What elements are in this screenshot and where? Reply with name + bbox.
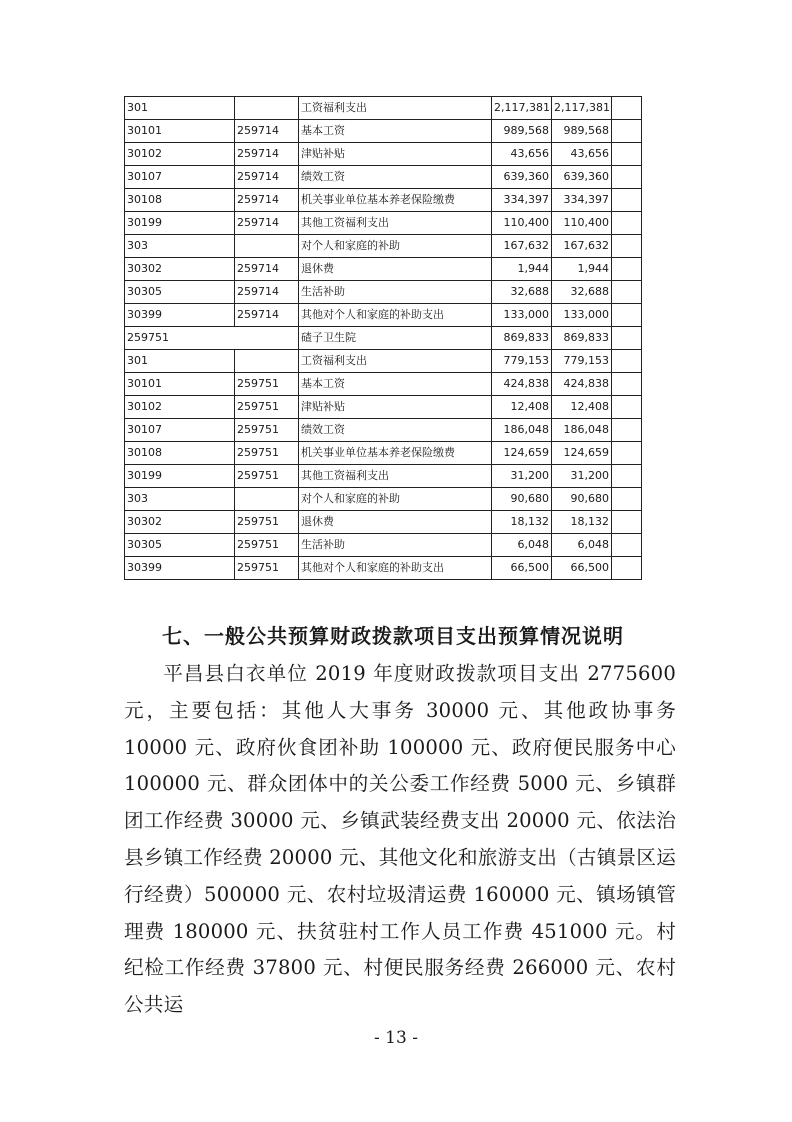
cell-amount-basic: 6,048 (552, 534, 612, 557)
cell-amount-total: 186,048 (492, 419, 552, 442)
cell-amount-total: 1,944 (492, 258, 552, 281)
cell-name: 绩效工资 (299, 166, 492, 189)
table-row (125, 442, 642, 465)
cell-unit: 259714 (235, 281, 299, 304)
table-row (125, 143, 642, 166)
cell-unit: 259714 (235, 120, 299, 143)
cell-name: 对个人和家庭的补助 (299, 235, 492, 258)
cell-code: 30101 (125, 120, 235, 143)
cell-name: 对个人和家庭的补助 (299, 488, 492, 511)
cell-amount-total: 31,200 (492, 465, 552, 488)
table-row (125, 396, 642, 419)
cell-unit: 259714 (235, 212, 299, 235)
cell-name: 碴子卫生院 (299, 327, 492, 350)
cell-unit: 259714 (235, 143, 299, 166)
cell-code: 30399 (125, 557, 235, 580)
cell-amount-basic: 31,200 (552, 465, 612, 488)
table-body (125, 97, 642, 580)
cell-amount-basic: 66,500 (552, 557, 612, 580)
table-row (125, 465, 642, 488)
cell-code: 30199 (125, 212, 235, 235)
cell-amount-basic: 110,400 (552, 212, 612, 235)
cell-amount-basic: 639,360 (552, 166, 612, 189)
cell-empty (612, 465, 642, 488)
cell-code: 301 (125, 350, 235, 373)
cell-amount-basic: 2,117,381 (552, 97, 612, 120)
cell-empty (612, 143, 642, 166)
cell-name: 津贴补贴 (299, 396, 492, 419)
cell-amount-total: 869,833 (492, 327, 552, 350)
table-row (125, 235, 642, 258)
cell-amount-total: 12,408 (492, 396, 552, 419)
budget-table (124, 96, 642, 580)
cell-name: 机关事业单位基本养老保险缴费 (299, 189, 492, 212)
cell-code: 30302 (125, 511, 235, 534)
cell-name: 基本工资 (299, 373, 492, 396)
cell-amount-basic: 989,568 (552, 120, 612, 143)
cell-amount-total: 124,659 (492, 442, 552, 465)
cell-unit (235, 350, 299, 373)
cell-unit: 259714 (235, 304, 299, 327)
cell-empty (612, 189, 642, 212)
table-row (125, 327, 642, 350)
cell-code: 30199 (125, 465, 235, 488)
body-paragraph: 平昌县白衣单位 2019 年度财政拨款项目支出 2775600 元，主要包括：其他人大事务 30000 元、其他政协事务 10000 元、政府伙食团补助 100000 元、政府便民服务中心 100000 元、群众团体中的关公委工作经费 5000 元、乡镇群团工作经费 30000 元、乡镇武装经费支出 20000 元、依法治县乡镇工作经费 20000 元、其他文化和旅游支出（古镇景区运行经费）500000 元、农村垃圾清运费 160000 元、镇场镇管理费 180000 元、扶贫驻村工作人员工作费 451000 元。村纪检工作经费 37800 元、村便民服务经费 266000 元、农村公共运 (124, 662, 676, 1017)
table-row (125, 120, 642, 143)
cell-empty (612, 281, 642, 304)
cell-amount-basic: 18,132 (552, 511, 612, 534)
cell-empty (612, 373, 642, 396)
cell-empty (612, 396, 642, 419)
cell-amount-total: 18,132 (492, 511, 552, 534)
section-heading: 七、一般公共预算财政拨款项目支出预算情况说明 (162, 624, 624, 648)
cell-code: 259751 (125, 327, 299, 350)
cell-code: 30302 (125, 258, 235, 281)
cell-amount-total: 2,117,381 (492, 97, 552, 120)
table-row (125, 557, 642, 580)
cell-empty (612, 488, 642, 511)
cell-name: 其他对个人和家庭的补助支出 (299, 304, 492, 327)
cell-unit: 259751 (235, 419, 299, 442)
cell-unit: 259751 (235, 511, 299, 534)
table-row (125, 373, 642, 396)
cell-name: 津贴补贴 (299, 143, 492, 166)
table-row (125, 258, 642, 281)
table-row (125, 419, 642, 442)
cell-code: 30107 (125, 166, 235, 189)
cell-amount-total: 66,500 (492, 557, 552, 580)
cell-amount-basic: 424,838 (552, 373, 612, 396)
cell-amount-basic: 90,680 (552, 488, 612, 511)
table-row (125, 189, 642, 212)
cell-amount-basic: 186,048 (552, 419, 612, 442)
cell-empty (612, 212, 642, 235)
table-row (125, 304, 642, 327)
cell-amount-total: 989,568 (492, 120, 552, 143)
cell-code: 30108 (125, 189, 235, 212)
cell-amount-basic: 133,000 (552, 304, 612, 327)
cell-code: 30101 (125, 373, 235, 396)
cell-unit: 259751 (235, 465, 299, 488)
cell-code: 30108 (125, 442, 235, 465)
table-row (125, 511, 642, 534)
cell-unit: 259751 (235, 373, 299, 396)
cell-unit (235, 235, 299, 258)
cell-name: 工资福利支出 (299, 350, 492, 373)
cell-unit: 259751 (235, 557, 299, 580)
cell-amount-total: 639,360 (492, 166, 552, 189)
cell-code: 303 (125, 488, 235, 511)
cell-amount-total: 779,153 (492, 350, 552, 373)
cell-code: 30102 (125, 396, 235, 419)
cell-name: 生活补助 (299, 281, 492, 304)
cell-amount-total: 424,838 (492, 373, 552, 396)
cell-empty (612, 120, 642, 143)
table-row (125, 97, 642, 120)
cell-amount-total: 334,397 (492, 189, 552, 212)
cell-unit: 259714 (235, 189, 299, 212)
cell-empty (612, 511, 642, 534)
cell-code: 301 (125, 97, 235, 120)
cell-empty (612, 258, 642, 281)
cell-unit: 259714 (235, 166, 299, 189)
cell-amount-basic: 334,397 (552, 189, 612, 212)
cell-amount-total: 32,688 (492, 281, 552, 304)
cell-name: 机关事业单位基本养老保险缴费 (299, 442, 492, 465)
cell-unit: 259751 (235, 396, 299, 419)
cell-code: 30107 (125, 419, 235, 442)
cell-empty (612, 419, 642, 442)
cell-amount-basic: 779,153 (552, 350, 612, 373)
cell-code: 30102 (125, 143, 235, 166)
cell-unit (235, 97, 299, 120)
table-row (125, 166, 642, 189)
cell-empty (612, 235, 642, 258)
cell-name: 生活补助 (299, 534, 492, 557)
cell-empty (612, 534, 642, 557)
table-row (125, 534, 642, 557)
cell-name: 退休费 (299, 511, 492, 534)
cell-unit: 259714 (235, 258, 299, 281)
cell-amount-basic: 1,944 (552, 258, 612, 281)
cell-amount-basic: 124,659 (552, 442, 612, 465)
cell-name: 其他工资福利支出 (299, 212, 492, 235)
page-number: - 13 - (374, 1028, 418, 1048)
cell-amount-total: 133,000 (492, 304, 552, 327)
cell-amount-basic: 12,408 (552, 396, 612, 419)
cell-empty (612, 327, 642, 350)
cell-amount-total: 6,048 (492, 534, 552, 557)
cell-empty (612, 350, 642, 373)
table-row (125, 350, 642, 373)
table-row (125, 488, 642, 511)
cell-name: 工资福利支出 (299, 97, 492, 120)
cell-amount-total: 110,400 (492, 212, 552, 235)
body-text (124, 656, 676, 1024)
table-row (125, 281, 642, 304)
cell-empty (612, 166, 642, 189)
cell-name: 基本工资 (299, 120, 492, 143)
cell-empty (612, 442, 642, 465)
cell-name: 其他工资福利支出 (299, 465, 492, 488)
cell-amount-basic: 869,833 (552, 327, 612, 350)
cell-amount-basic: 43,656 (552, 143, 612, 166)
cell-amount-total: 90,680 (492, 488, 552, 511)
cell-unit: 259751 (235, 534, 299, 557)
cell-amount-basic: 32,688 (552, 281, 612, 304)
cell-amount-total: 167,632 (492, 235, 552, 258)
cell-unit: 259751 (235, 442, 299, 465)
cell-name: 其他对个人和家庭的补助支出 (299, 557, 492, 580)
cell-name: 绩效工资 (299, 419, 492, 442)
cell-code: 30305 (125, 534, 235, 557)
cell-empty (612, 97, 642, 120)
cell-code: 30399 (125, 304, 235, 327)
cell-amount-total: 43,656 (492, 143, 552, 166)
cell-name: 退休费 (299, 258, 492, 281)
cell-amount-basic: 167,632 (552, 235, 612, 258)
cell-code: 30305 (125, 281, 235, 304)
cell-empty (612, 557, 642, 580)
cell-code: 303 (125, 235, 235, 258)
table-row (125, 212, 642, 235)
cell-empty (612, 304, 642, 327)
cell-unit (235, 488, 299, 511)
